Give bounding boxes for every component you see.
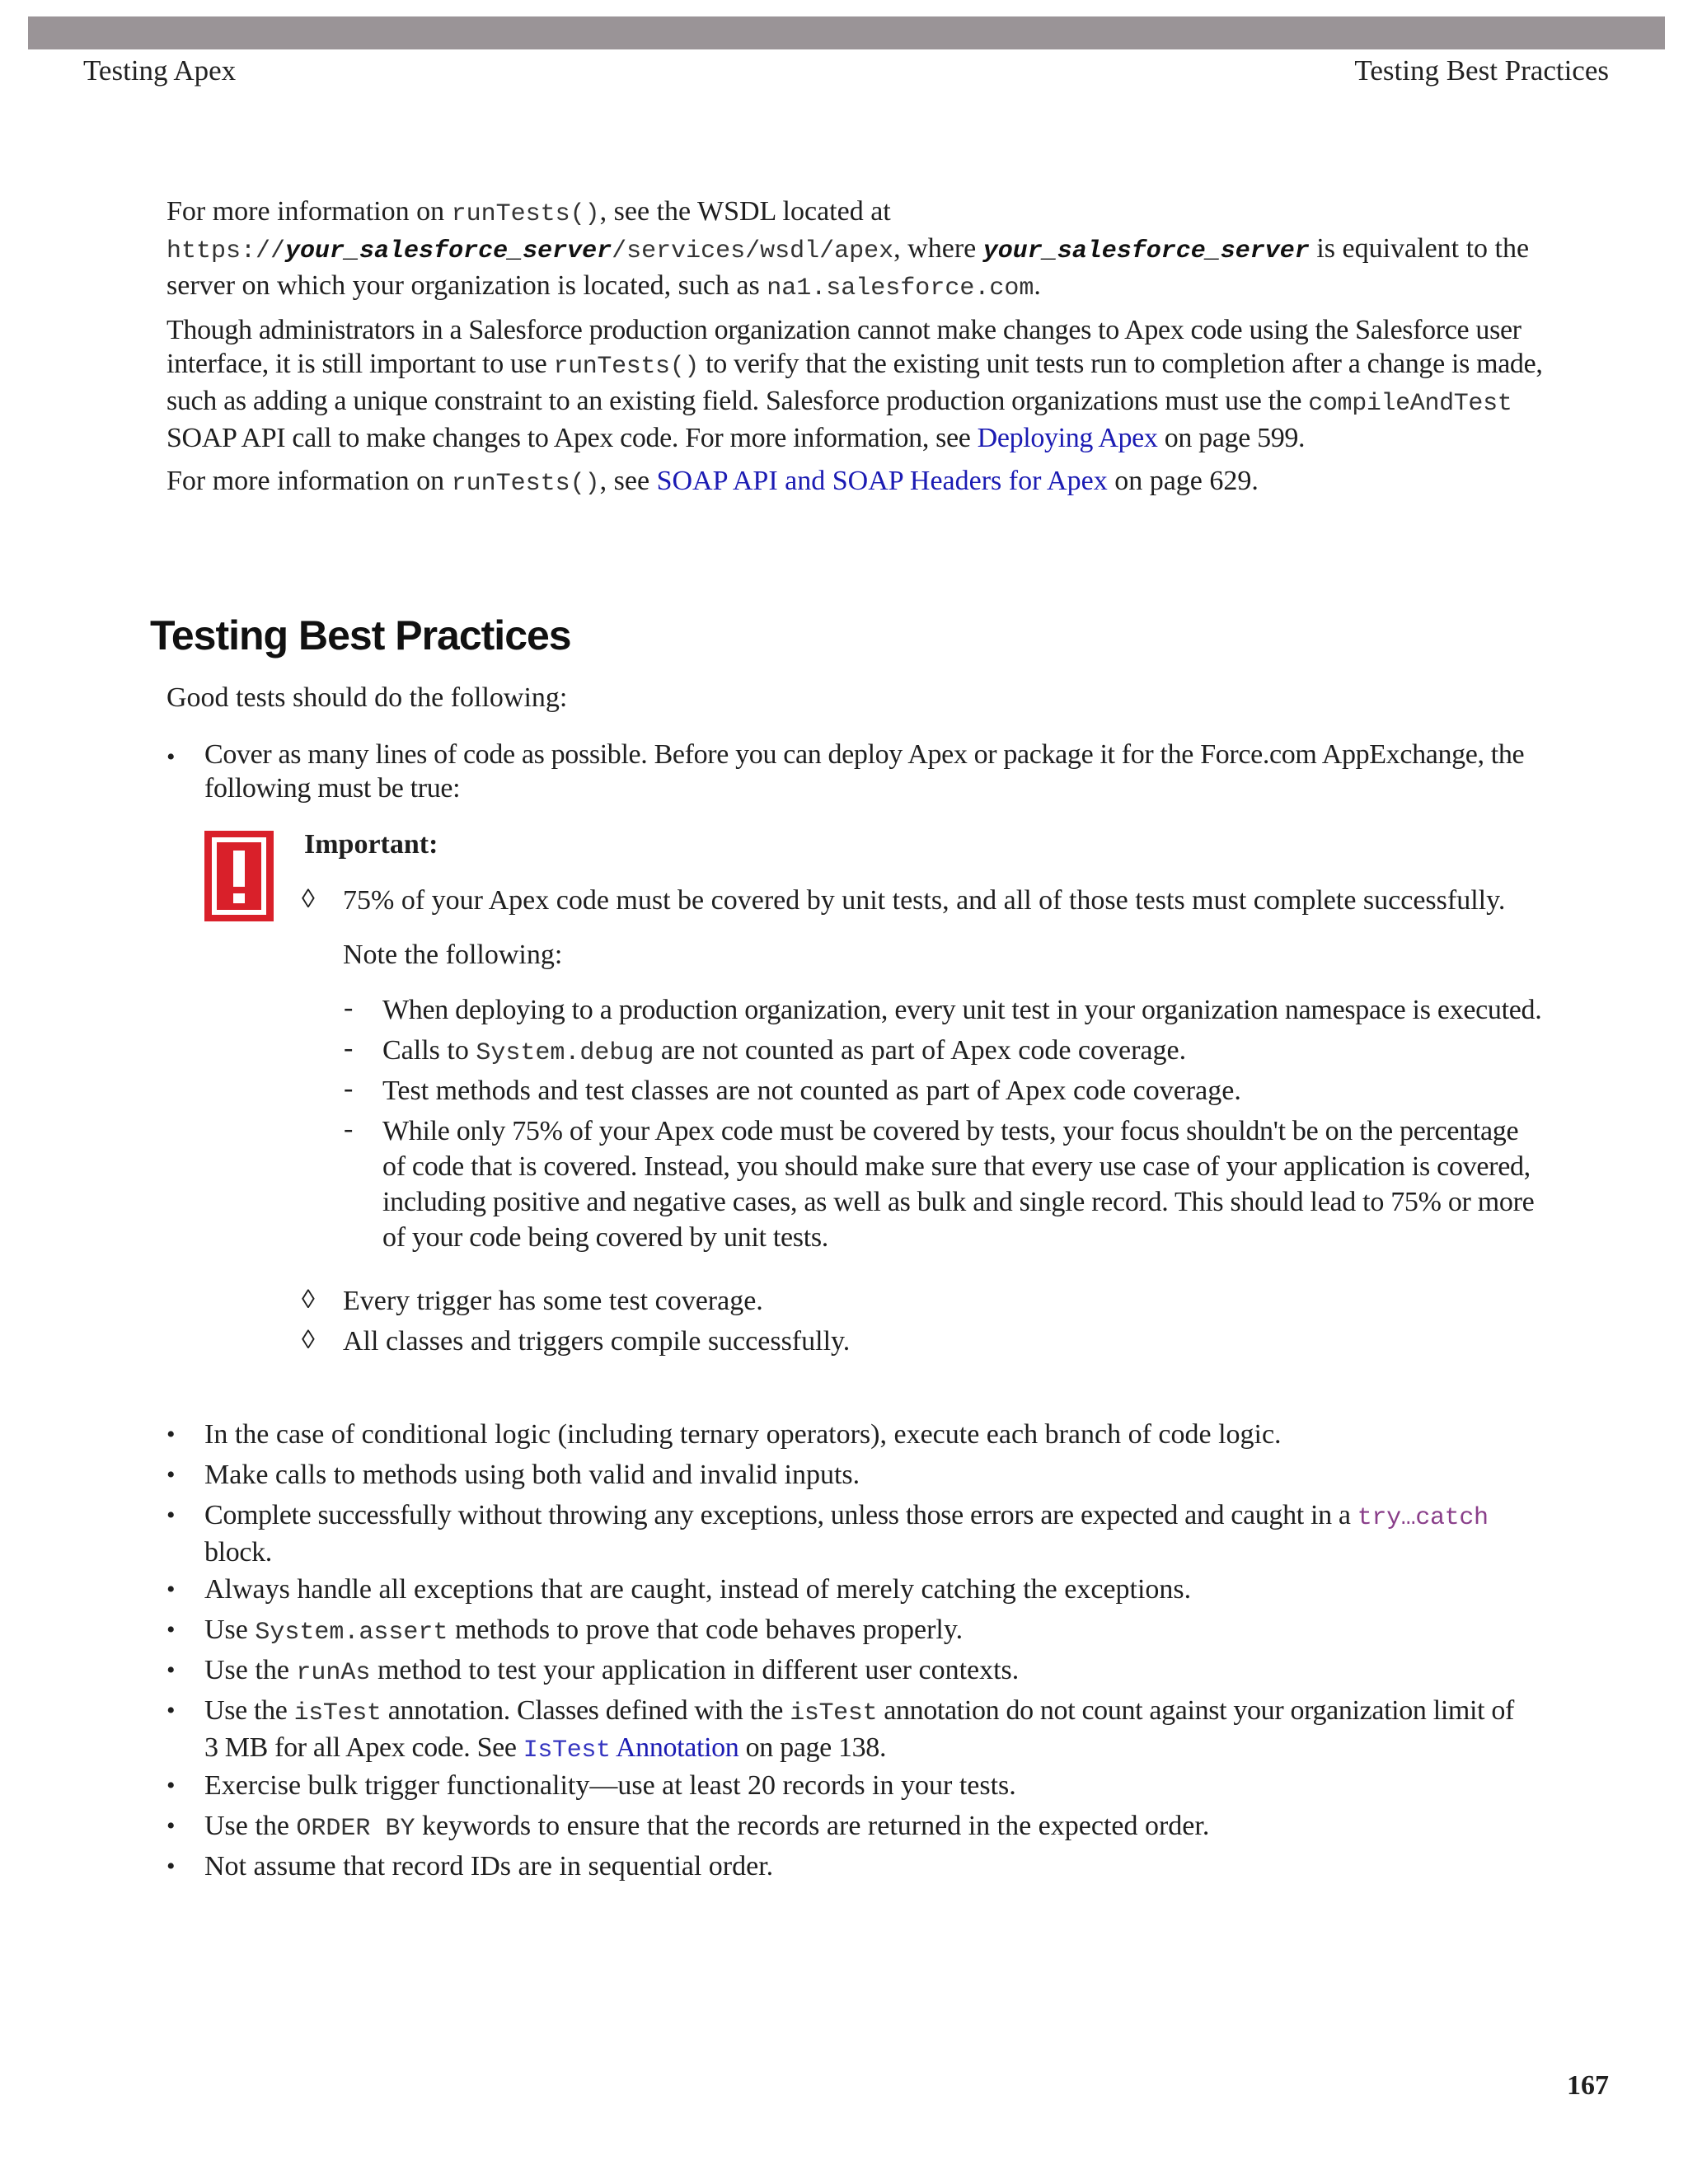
code-compileandtest: compileAndTest [1308, 390, 1512, 418]
warning-icon [204, 831, 274, 921]
text: of your code being covered by unit tests. [382, 1222, 828, 1253]
code-url-prefix: https:// [166, 237, 286, 265]
dash-marker: - [344, 1073, 354, 1104]
header-bar [28, 16, 1665, 49]
note-system-debug [382, 1033, 1553, 1071]
link-soap-api-headers[interactable]: SOAP API and SOAP Headers for Apex [656, 466, 1108, 496]
text: Cover as many lines of code as possible. Before you can deploy Apex or package it for the Force.com AppExchange, the [204, 739, 1525, 770]
text: Complete successfully without throwing any exceptions, unless those errors are expected and caught in a [204, 1500, 1357, 1530]
important-trigger-coverage: Every trigger has some test coverage. [343, 1286, 763, 1316]
note-following: Note the following: [343, 940, 563, 970]
code-istest: isTest [790, 1699, 878, 1727]
paragraph-runtests-soap [166, 464, 1551, 501]
code-system-debug: System.debug [476, 1039, 654, 1067]
text: on page 138. [738, 1732, 887, 1763]
code-istest: isTest [293, 1699, 382, 1727]
text: to verify that the existing unit tests run to completion after a change is made, [699, 349, 1543, 379]
text: block. [204, 1537, 272, 1568]
text: SOAP API call to make changes to Apex code. For more information, see [166, 423, 978, 453]
text: including positive and negative cases, as well as bulk and single record. This should lead to 75% or more [382, 1187, 1535, 1217]
bullet-marker: • [166, 1772, 176, 1799]
bullet-marker: • [166, 1502, 176, 1529]
paragraph-admin-runtests [166, 313, 1551, 455]
important-coverage-75: 75% of your Apex code must be covered by unit tests, and all of those tests must complete successfully. [343, 885, 1506, 916]
text: such as adding a unique constraint to an existing field. Salesforce production organizations must use the [166, 386, 1309, 416]
code-order-by: ORDER BY [296, 1815, 415, 1843]
text: , see the WSDL located at [599, 196, 891, 227]
text: , where [893, 233, 983, 264]
text: Use [204, 1615, 256, 1645]
code-system-assert: System.assert [255, 1619, 448, 1647]
text: Though administrators in a Salesforce production organization cannot make changes to Apex code using the Salesforce user [166, 315, 1522, 345]
bullet-conditional-logic: In the case of conditional logic (including ternary operators), execute each branch of code logic. [204, 1419, 1282, 1450]
text: Use the [204, 1695, 294, 1726]
bullet-system-assert [204, 1613, 1556, 1650]
text: on page 599. [1157, 423, 1306, 453]
note-production-deploy: When deploying to a production organization, every unit test in your organization namespace is executed. [382, 995, 1542, 1025]
note-test-methods: Test methods and test classes are not counted as part of Apex code coverage. [382, 1076, 1241, 1106]
important-compile: All classes and triggers compile successfully. [343, 1326, 851, 1357]
code-try-catch: try…catch [1357, 1504, 1489, 1532]
code-server-placeholder: your_salesforce_server [285, 237, 612, 265]
bullet-marker: • [166, 743, 176, 771]
diamond-marker: ◊ [302, 1284, 315, 1314]
link-deploying-apex[interactable]: Deploying Apex [977, 423, 1158, 453]
bullet-handle-exceptions: Always handle all exceptions that are caught, instead of merely catching the exceptions. [204, 1574, 1192, 1605]
code-runas: runAs [296, 1659, 371, 1687]
text: Calls to [382, 1035, 476, 1066]
bullet-marker: • [166, 1421, 176, 1448]
text: For more information on [166, 466, 452, 496]
text: While only 75% of your Apex code must be covered by tests, your focus shouldn't be on the percentage [382, 1116, 1519, 1146]
text: server on which your organization is located, such as [166, 270, 767, 301]
text: annotation do not count against your organization limit of [877, 1695, 1514, 1726]
bullet-marker: • [166, 1697, 176, 1724]
bullet-istest [204, 1694, 1556, 1768]
paragraph-runtests-wsdl [166, 194, 1551, 306]
text: interface, it is still important to use [166, 349, 554, 379]
code-server-example: na1.salesforce.com [767, 274, 1034, 302]
note-focus-use-cases [382, 1113, 1553, 1255]
dash-marker: - [344, 1113, 354, 1144]
bullet-cover-lines [204, 738, 1556, 805]
diamond-marker: ◊ [302, 1324, 315, 1354]
text: Use the [204, 1811, 297, 1841]
dash-marker: - [344, 1033, 354, 1063]
text: are not counted as part of Apex code coverage. [654, 1035, 1187, 1066]
text: , see [599, 466, 657, 496]
bullet-marker: • [166, 1461, 176, 1488]
text: . [1034, 270, 1041, 301]
code-server-placeholder: your_salesforce_server [982, 237, 1310, 265]
bullet-order-by [204, 1809, 1556, 1846]
code-runtests: runTests() [451, 470, 600, 498]
text: Use the [204, 1655, 297, 1685]
text: For more information on [166, 196, 452, 227]
code-runtests: runTests() [553, 353, 699, 381]
section-title: Testing Best Practices [150, 612, 571, 658]
text: of code that is covered. Instead, you should make sure that every use case of your application is covered, [382, 1151, 1531, 1182]
bullet-bulk-trigger: Exercise bulk trigger functionality—use at least 20 records in your tests. [204, 1770, 1016, 1801]
running-header-right: Testing Best Practices [1354, 54, 1609, 87]
bullet-marker: • [166, 1853, 176, 1880]
code-url-path: /services/wsdl/apex [612, 237, 894, 265]
bullet-record-ids: Not assume that record IDs are in sequential order. [204, 1851, 774, 1882]
text: following must be true: [204, 773, 461, 804]
bullet-valid-invalid: Make calls to methods using both valid and invalid inputs. [204, 1460, 860, 1490]
important-label: Important: [304, 829, 438, 860]
text: method to test your application in different user contexts. [370, 1655, 1020, 1685]
dash-marker: - [344, 992, 354, 1023]
code-runtests: runTests() [451, 200, 600, 228]
bullet-no-exceptions [204, 1498, 1556, 1569]
intro-text: Good tests should do the following: [166, 682, 568, 713]
running-header-left: Testing Apex [83, 54, 237, 87]
bullet-marker: • [166, 1616, 176, 1643]
text: 3 MB for all Apex code. See [204, 1732, 523, 1763]
link-istest-text[interactable]: Annotation [610, 1732, 739, 1763]
text: methods to prove that code behaves properly. [448, 1615, 964, 1645]
bullet-marker: • [166, 1576, 176, 1603]
page-number: 167 [1567, 2070, 1609, 2101]
text: is equivalent to the [1309, 233, 1530, 264]
link-istest-code[interactable]: IsTest [523, 1736, 611, 1765]
bullet-marker: • [166, 1812, 176, 1840]
text: annotation. Classes defined with the [381, 1695, 790, 1726]
bullet-runas [204, 1653, 1556, 1690]
bullet-marker: • [166, 1657, 176, 1684]
diamond-marker: ◊ [302, 883, 315, 913]
text: keywords to ensure that the records are returned in the expected order. [415, 1811, 1210, 1841]
text: on page 629. [1107, 466, 1259, 496]
link-istest-annotation[interactable] [523, 1732, 739, 1763]
